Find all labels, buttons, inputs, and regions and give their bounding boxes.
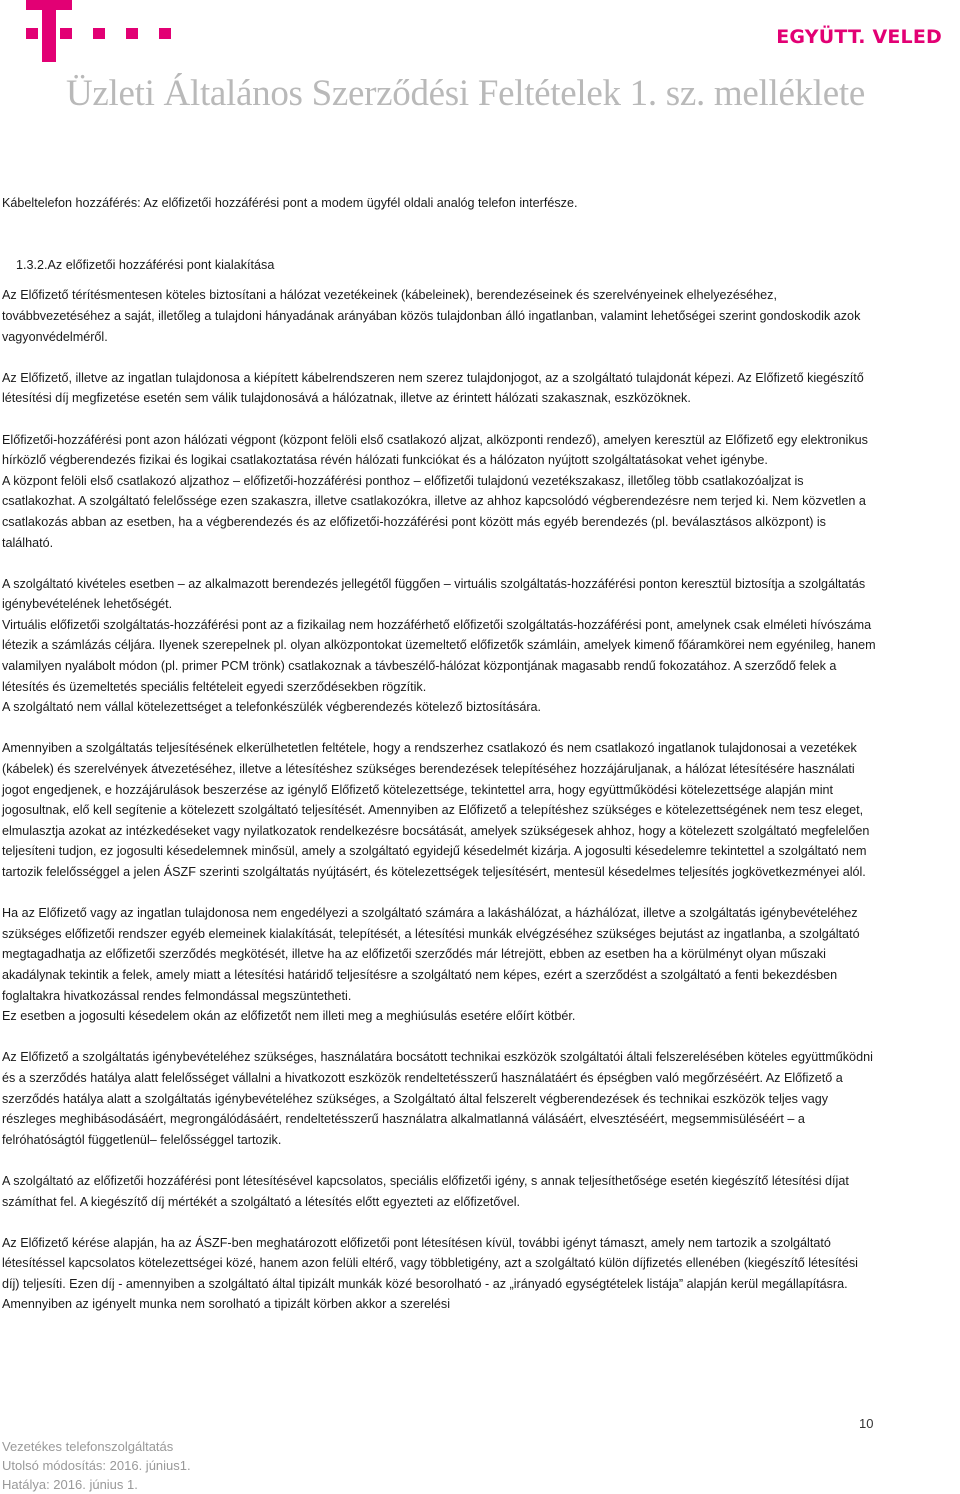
paragraph: A szolgáltató az előfizetői hozzáférési pont létesítésével kapcsolatos, speciális előfizetői igény, s annak teljesíthetősége esetén kiegészítő létesítési díjat számíthat fel. A kiegészítő díj mértékét a szolgáltató a létesítés előtt egyezteti az előfizetővel. xyxy=(2,1173,849,1209)
section-title: 1.3.2.Az előfizetői hozzáférési pont kialakítása xyxy=(16,257,275,272)
paragraph: Ez esetben a jogosulti késedelem okán az előfizetőt nem illeti meg a meghiúsulás esetére előírt kötbér. xyxy=(2,1009,576,1024)
paragraph: Ha az Előfizető vagy az ingatlan tulajdonosa nem engedélyezi a szolgáltató számára a lakáshálózat, a házhálózat, illetve a szolgáltatás igénybevételéhez szükséges előfizetői rendszer egyéb elemeinek kialakítását, telepítését, a létesítési munkák elvégzéséhez szükséges bejutást az ingatlanba, a szolgáltató megtagadhatja az előfizetői szerződés megkötését, illetve ha az előfizetői szerződés már létrejött, ebben az esetben ha a körülményt olyan műszaki akadálynak tekintik a felek, amely miatt a létesítési határidő teljesítésre a szolgáltató nem képes, ezért a szerződést a szolgáltató a fenti bekezdésben foglaltakra hivatkozással rendes felmondással megszüntetheti. xyxy=(2,906,860,1003)
paragraph: Az Előfizető térítésmentesen köteles biztosítani a hálózat vezetékeinek (kábeleinek), berendezéseinek és szerelvényeinek elhelyezéséhez, továbbvezetéséhez a saját, illetőleg a tulajdoni hányadának arányában közös tulajdonban álló ingatlanban, valamint lehetőségei szerint gondoskodik azok vagyonvédelméről. xyxy=(2,288,861,344)
footer-service: Vezetékes telefonszolgáltatás xyxy=(2,1439,174,1454)
paragraph: Amennyiben a szolgáltatás teljesítésének elkerülhetetlen feltétele, hogy a rendszerhez csatlakozó és nem csatlakozó ingatlanok tulajdonosai a vezetékek (kábelek) és szerelvények átvezetéséhez, illetve a létesítéshez szükséges berendezések telepítéséhez hozzájáruljanak, a hálózat létesítésére használati jogot engedjenek, e hozzájárulások beszerzése az igénylő Előfizető kötelezettsége, tekintettel arra, hogy együttműködési kötelezettsége alapján mint jogosultnak, elő kell segítenie a kötelezett szolgáltató teljesítését. Amennyiben az Előfizető a telepítéshez szükséges e kötelezettségének nem tesz eleget, elmulasztja azokat az intézkedéseket vagy nyilatkozatok rendelkezésre bocsátását, amelyek szükségesek ahhoz, hogy a kötelezett szolgáltató megfelelően teljesíteni tudjon, ez jogosulti késedelemnek minősül, amely a szolgáltató egyidejű késedelmét kizárja. A jogosulti késedelemre tekintettel a szolgáltató nem tartozik felelősséggel a jelen ÁSZF szerinti szolgáltatás nyújtásért, és kötelezettségek teljesítésért, mentesül késedelmes teljesítés jogkövetkezményei alól. xyxy=(2,741,870,879)
page-number: 10 xyxy=(859,1416,874,1431)
paragraph: Az Előfizető kérése alapján, ha az ÁSZF-ben meghatározott előfizetői pont létesítésen kívül, további igényt támaszt, amely nem tartozik a szolgáltató létesítéssel kapcsolatos kötelezettségei közé, hanem azon felüli eltérő, vagy többletigény, azt a szolgáltató külön díjfizetés ellenében (kiegészítő létesítési díj) teljesíti. Ezen díj - amennyiben a szolgáltató által tipizált munkák közé besorolható - az „irányadó egységtételek listája” alapján kerül megállapításra. Amennyiben az igényelt munka nem sorolható a tipizált körben akkor a szerelési xyxy=(2,1235,858,1312)
paragraph: Virtuális előfizetői szolgáltatás-hozzáférési pont az a fizikailag nem hozzáférhető előfizetői szolgáltatás-hozzáférési pont, amelynek csak elméleti hívószáma létezik a számlázás céljára. Ilyenek szerepelnek pl. olyan alközpontokat üzemeltető előfizetők számláin, amelyek kimenő főáramkörei nem egyénileg, hanem valamilyen nyalábolt módon (pl. primer PCM trönk) csatlakoznak a távbeszélő-hálózat központjának magasabb rendű fokozatához. A szerződő felek a létesítés és üzemeltetés speciális feltételeit egyedi szerződésekben rögzítik. xyxy=(2,617,876,694)
paragraph: A szolgáltató nem vállal kötelezettséget a telefonkészülék végberendezés kötelező biztosítására. xyxy=(2,700,542,715)
document-title: Üzleti Általános Szerződési Feltételek 1. sz. melléklete xyxy=(66,73,865,114)
paragraph: Az Előfizető, illetve az ingatlan tulajdonosa a kiépített kábelrendszeren nem szerez tulajdonjogot, az a szolgáltató tulajdonát képezi. Az Előfizető kiegészítő létesítési díj megfizetése esetén sem válik tulajdonosává a hálózatnak, illetve az érintett hálózati szakasznak, eszközöknek. xyxy=(2,370,864,406)
document-body xyxy=(2,193,878,1315)
footer xyxy=(2,1437,191,1494)
brand-slogan: EGYÜTT. VELED xyxy=(776,26,942,48)
definition-term: Kábeltelefon hozzáférés: xyxy=(2,196,141,210)
definition-line xyxy=(2,193,878,214)
paragraph: A központ felöli első csatlakozó aljzathoz – előfizetői-hozzáférési ponthoz – előfizetői tulajdonú vezetékszakasz, illetőleg több csatlakozóaljzat is csatlakozhat. A szolgáltató felelőssége ezen szakaszra, illetve csatlakozókra, illetve az ahhoz kapcsolódó végberendezésre nem terjed ki. Nem közvetlen a csatlakozás abban az esetben, ha a végberendezés és az előfizetői-hozzáférési pont között más egyéb berendezés (pl. beválasztásos alközpont) is található. xyxy=(2,473,866,550)
telekom-logo xyxy=(26,0,161,62)
definition-text: Az előfizetői hozzáférési pont a modem ügyfél oldali analóg telefon interfésze. xyxy=(140,196,578,210)
paragraph: A szolgáltató kivételes esetben – az alkalmazott berendezés jellegétől függően – virtuális szolgáltatás-hozzáférési ponton keresztül biztosítja a szolgáltatás igénybevételének lehetőségét. xyxy=(2,576,866,612)
paragraph: Az Előfizető a szolgáltatás igénybevételéhez szükséges, használatára bocsátott technikai eszközök szolgáltatói általi felszerelésében köteles együttműködni és a szerződés hatálya alatt felelősséget vállalni a hivatkozott eszközök rendeltetésszerű használatáért és épségben való megőrzéséért. Az Előfizető a szerződés hatálya alatt a szolgáltatás igénybevételéhez szükséges, a Szolgáltató által felszerelt végberendezések és technikai eszközök teljes vagy részleges meghibásodásáért, megrongálódásáért, rendeltetésszerű használatra alkalmatlanná válásáért, elvesztéséért, megsemmisüléséért – a felróhatóságtól függetlenül– felelősséggel tartozik. xyxy=(2,1050,873,1147)
paragraph: Előfizetői-hozzáférési pont azon hálózati végpont (központ felöli első csatlakozó aljzat, alközponti rendező), amelyen keresztül az Előfizető egy elektronikus hírközlő végberendezés fizikai és logikai csatlakoztatása révén hálózati funkciókat és a hálózaton nyújtott szolgáltatásokat vehet igénybe. xyxy=(2,432,868,468)
footer-modified: Utolsó módosítás: 2016. június1. xyxy=(2,1458,191,1473)
footer-effective: Hatálya: 2016. június 1. xyxy=(2,1477,138,1492)
